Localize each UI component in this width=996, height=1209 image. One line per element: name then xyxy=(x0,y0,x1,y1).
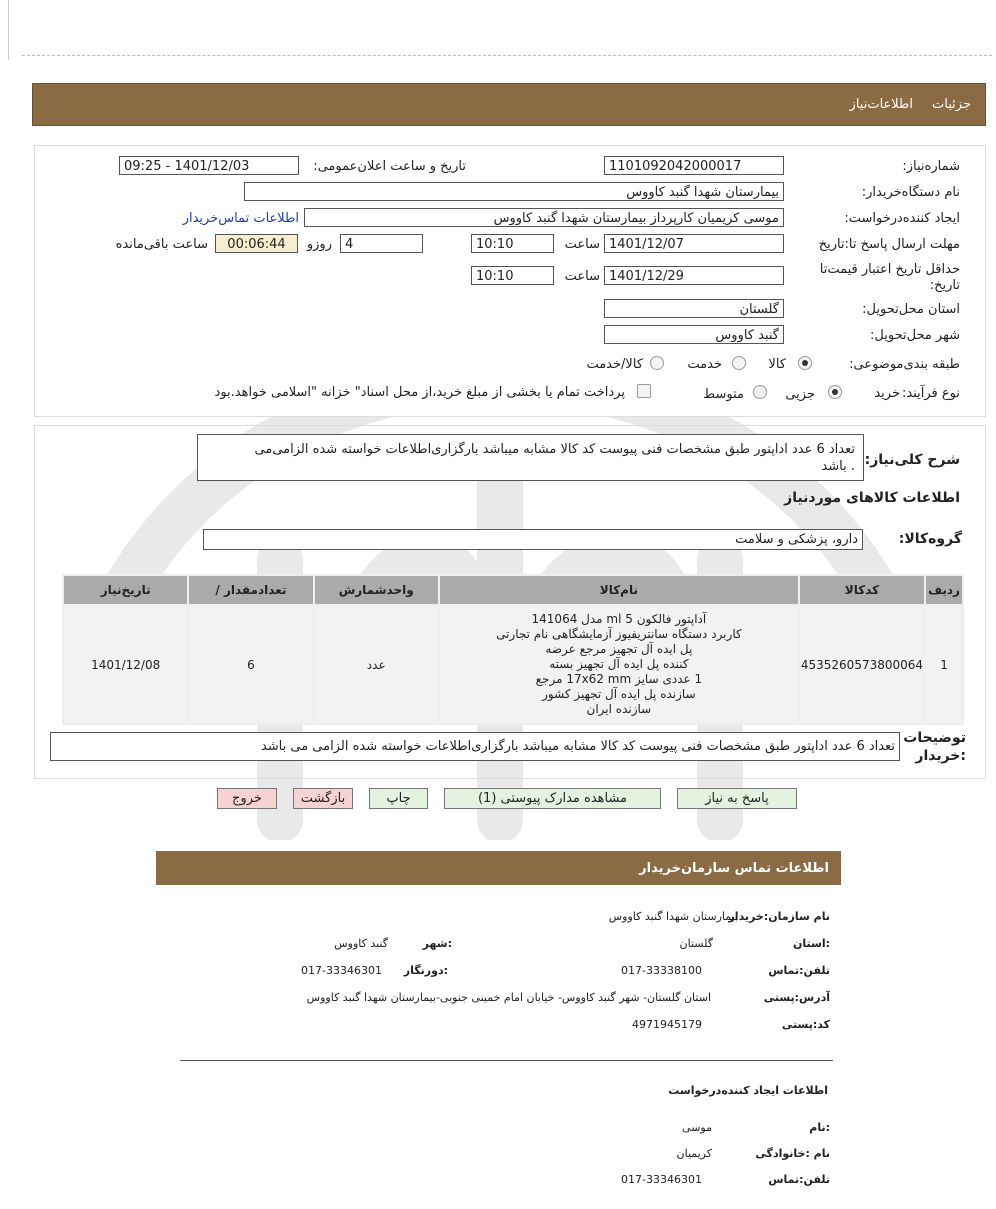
fax-label: :دورنگار xyxy=(403,964,448,977)
phone-label: تلفن:تماس xyxy=(768,964,830,977)
buyer-notes-box: تعداد 6 عدد اداپتور طبق مشخصات فنی پیوست کد کالا مشابه میباشد بارگزاری‌اطلاعات خواسته شده الزامی می باشد xyxy=(50,732,900,761)
col-row: ردیف xyxy=(926,576,962,604)
goods-group-field: دارو، پزشکی و سلامت xyxy=(203,529,863,550)
category-service-label: خدمت xyxy=(687,357,722,372)
buyer-contact-link[interactable]: اطلاعات تماس‌خریدار xyxy=(182,211,299,226)
name-line: 1 عددی سایز 17x62 mm مرجع xyxy=(535,672,703,686)
process-medium-radio[interactable] xyxy=(753,385,767,399)
summary-label: شرح کلی‌نیاز: xyxy=(864,452,960,468)
validity-time-field: 10:10 xyxy=(471,266,554,285)
city-label: شهر محل‌تحویل: xyxy=(870,328,960,343)
days-label: روزو xyxy=(306,237,332,252)
name-line: سازنده ایران xyxy=(586,702,652,716)
summary-box xyxy=(197,434,864,481)
deadline-time-field: 10:10 xyxy=(471,234,554,253)
treasury-payment-note: پرداخت تمام یا بخشی از مبلغ خرید،از محل اسناد" خزانه "اسلامی خواهد.بود xyxy=(214,385,625,400)
city-field: گنبد کاووس xyxy=(604,325,784,344)
deadline-date-field: 1401/12/07 xyxy=(604,234,784,253)
col-qty: تعدادمقدار / xyxy=(189,576,312,604)
cell-unit: عدد xyxy=(315,606,438,723)
col-code: کدکالا xyxy=(800,576,924,604)
col-date: تاریخ‌نیاز xyxy=(64,576,187,604)
cell-name xyxy=(440,606,798,723)
process-medium-label: متوسط xyxy=(703,387,744,402)
goods-table xyxy=(62,574,964,725)
buyer-contact-bar xyxy=(156,851,841,885)
buyer-notes-label-2: :خریدار xyxy=(915,748,966,764)
creator-field: موسی کریمیان کارپرداز بیمارستان شهدا گنبد کاووس xyxy=(304,208,784,227)
exit-button[interactable]: خروج xyxy=(217,788,277,809)
category-goods-radio[interactable] xyxy=(798,356,812,370)
deadline-label: مهلت ارسال پاسخ تا:تاریخ xyxy=(818,237,960,252)
postal-label: کد:پستی xyxy=(781,1018,830,1031)
announce-label: تاریخ و ساعت اعلان‌عمومی: xyxy=(313,159,466,174)
org-label: نام سازمان:خریدار xyxy=(728,910,830,923)
name-line: آداپتور فالکون 5 ml مدل 141064 xyxy=(531,612,707,626)
process-minor-radio[interactable] xyxy=(828,385,842,399)
buyer-notes-label-1: توضیحات xyxy=(903,730,966,746)
category-both-radio[interactable] xyxy=(650,356,664,370)
process-label: نوع فرآیند: xyxy=(902,386,960,401)
tab-details[interactable]: جزئیات xyxy=(932,97,971,112)
contact-city-label: :شهر xyxy=(422,937,452,950)
col-unit: واحدشمارش xyxy=(315,576,438,604)
province-label: استان محل‌تحویل: xyxy=(862,302,960,317)
view-attachments-button[interactable]: مشاهده مدارک پیوستی (1) xyxy=(444,788,661,809)
validity-date-field: 1401/12/29 xyxy=(604,266,784,285)
name-line: کاربرد دستگاه سانتریفیوز آزمایشگاهی نام تجارتی xyxy=(496,627,742,641)
contact-city-value: گنبد کاووس xyxy=(334,937,388,950)
validity-label-1: حداقل تاریخ اعتبار قیمت‌تا xyxy=(819,262,960,277)
buyer-org-field: بیمارستان شهدا گنبد کاووس xyxy=(244,182,784,201)
deadline-time-label: ساعت xyxy=(564,237,600,252)
name-line: سازنده پل ایده آل تجهیز کشور xyxy=(542,687,696,701)
creator-section-title: اطلاعات ایجاد کننده‌درخواست xyxy=(668,1084,828,1097)
org-value: بیمارستان شهدا گنبد کاووس xyxy=(608,910,738,923)
announce-field: 1401/12/03 - 09:25 xyxy=(119,156,299,175)
remaining-label: ساعت باقی‌مانده xyxy=(115,237,208,252)
top-divider xyxy=(22,55,992,56)
header-bar xyxy=(32,83,986,126)
contact-province-label: :استان xyxy=(793,937,830,950)
cell-row: 1 xyxy=(926,606,962,723)
validity-time-label: ساعت xyxy=(564,269,600,284)
contact-divider xyxy=(180,1060,833,1061)
cell-code: 4535260573800064 xyxy=(800,606,924,723)
need-number-label: شماره‌نیاز: xyxy=(902,159,960,174)
name-line: پل ایده آل تجهیز مرجع عرضه xyxy=(545,642,693,656)
postal-value: 4971945179 xyxy=(632,1018,702,1031)
creator-phone-label: تلفن:تماس xyxy=(768,1173,830,1186)
province-field: گلستان xyxy=(604,299,784,318)
category-service-radio[interactable] xyxy=(732,356,746,370)
process-buy-label: خرید xyxy=(874,386,900,401)
col-name: نام‌کالا xyxy=(440,576,798,604)
goods-group-label: گروه‌کالا: xyxy=(898,531,962,547)
name-line: کننده پل ایده آل تجهیز بسته xyxy=(549,657,689,671)
last-name-value: کریمیان xyxy=(676,1147,712,1160)
reply-button[interactable]: پاسخ به نیاز xyxy=(677,788,797,809)
category-both-label: کالا/خدمت xyxy=(586,357,643,372)
need-number-field: 1101092042000017 xyxy=(604,156,784,175)
buyer-contact-title: اطلاعات تماس سازمان‌خریدار xyxy=(639,861,829,876)
process-minor-label: جزیی xyxy=(785,387,815,402)
cell-date: 1401/12/08 xyxy=(64,606,187,723)
cell-qty: 6 xyxy=(189,606,312,723)
tab-need-info[interactable]: اطلاعات‌نیاز xyxy=(849,97,913,112)
address-value: استان گلستان- شهر گنبد کاووس- خیابان امام خمینی جنوبی-بیمارستان شهدا گنبد کاووس xyxy=(306,991,711,1004)
category-goods-label: کالا xyxy=(768,357,786,372)
creator-label: ایجاد کننده‌درخواست: xyxy=(844,211,960,226)
summary-line-1: تعداد 6 عدد اداپتور طبق مشخصات فنی پیوست کد کالا مشابه میباشد بارگزاری‌اطلاعات خواسته شده الزامی‌می xyxy=(254,442,855,457)
contact-province-value: گلستان xyxy=(679,937,713,950)
table-row xyxy=(64,606,962,723)
buyer-org-label: نام دستگاه‌خریدار: xyxy=(861,185,960,200)
remaining-time-field: 00:06:44 xyxy=(215,234,298,253)
phone-value: 017-33338100 xyxy=(621,964,702,977)
treasury-payment-checkbox[interactable] xyxy=(637,384,651,398)
left-border xyxy=(8,0,9,60)
first-name-label: :نام xyxy=(809,1121,830,1134)
days-field: 4 xyxy=(340,234,423,253)
last-name-label: نام :خانوادگی xyxy=(755,1147,830,1160)
address-label: آدرس:پستی xyxy=(763,991,830,1004)
creator-phone-value: 017-33346301 xyxy=(621,1173,702,1186)
validity-label-2: تاریخ: xyxy=(929,278,960,293)
summary-line-2: . باشد xyxy=(821,459,855,474)
print-button[interactable]: چاپ xyxy=(369,788,428,809)
goods-info-label: اطلاعات کالاهای مورد‌نیاز xyxy=(784,490,960,506)
fax-value: 017-33346301 xyxy=(301,964,382,977)
category-label: طبقه بندی‌موضوعی: xyxy=(849,357,960,372)
first-name-value: موسی xyxy=(682,1121,712,1134)
back-button[interactable]: بازگشت xyxy=(293,788,353,809)
